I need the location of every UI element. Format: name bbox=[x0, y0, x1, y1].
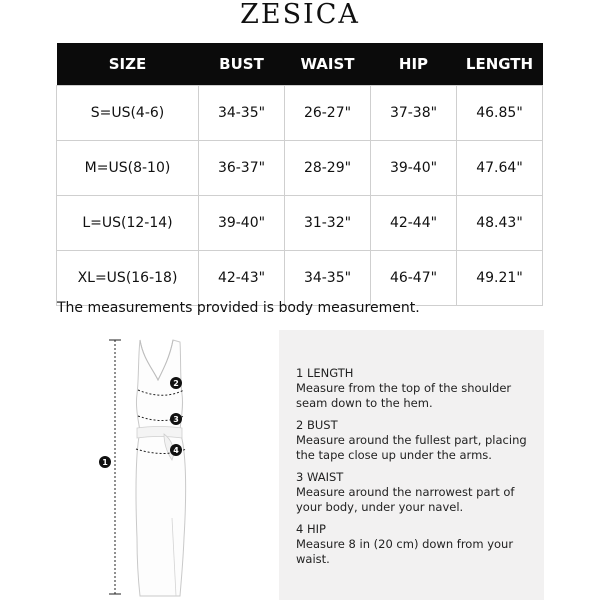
cell-hip: 37-38" bbox=[371, 86, 457, 141]
cell-waist: 26-27" bbox=[285, 86, 371, 141]
table-row bbox=[57, 86, 543, 141]
table-row bbox=[57, 141, 543, 196]
instructions-panel bbox=[279, 330, 544, 600]
svg-text:2: 2 bbox=[173, 379, 179, 388]
cell-length: 49.21" bbox=[457, 251, 543, 306]
cell-bust: 36-37" bbox=[199, 141, 285, 196]
marker-1 bbox=[99, 456, 111, 468]
measurement-note: The measurements provided is body measurement. bbox=[57, 300, 420, 316]
instruction-title: 2 BUST bbox=[296, 418, 338, 432]
header-hip: HIP bbox=[371, 43, 457, 86]
marker-2 bbox=[170, 377, 182, 389]
table-row bbox=[57, 196, 543, 251]
instruction-waist bbox=[296, 470, 541, 515]
brand-logo: ZESICA bbox=[240, 0, 360, 30]
cell-bust: 42-43" bbox=[199, 251, 285, 306]
size-chart-table bbox=[56, 43, 543, 306]
cell-hip: 39-40" bbox=[371, 141, 457, 196]
instruction-hip bbox=[296, 522, 541, 567]
instruction-body: Measure around the fullest part, placing the tape close up under the arms. bbox=[296, 433, 527, 462]
svg-text:1: 1 bbox=[102, 458, 108, 467]
instruction-body: Measure 8 in (20 cm) down from your waist. bbox=[296, 537, 514, 566]
table-header-row bbox=[57, 43, 543, 86]
cell-length: 48.43" bbox=[457, 196, 543, 251]
cell-waist: 28-29" bbox=[285, 141, 371, 196]
instruction-title: 3 WAIST bbox=[296, 470, 344, 484]
instruction-body: Measure around the narrowest part of your body, under your navel. bbox=[296, 485, 515, 514]
instruction-bust bbox=[296, 418, 541, 463]
svg-text:3: 3 bbox=[173, 415, 179, 424]
cell-hip: 46-47" bbox=[371, 251, 457, 306]
cell-size: S=US(4-6) bbox=[57, 86, 199, 141]
marker-4 bbox=[170, 444, 182, 456]
table-row bbox=[57, 251, 543, 306]
cell-bust: 34-35" bbox=[199, 86, 285, 141]
instruction-length bbox=[296, 366, 541, 411]
header-bust: BUST bbox=[199, 43, 285, 86]
cell-length: 47.64" bbox=[457, 141, 543, 196]
cell-length: 46.85" bbox=[457, 86, 543, 141]
cell-size: XL=US(16-18) bbox=[57, 251, 199, 306]
cell-waist: 34-35" bbox=[285, 251, 371, 306]
cell-waist: 31-32" bbox=[285, 196, 371, 251]
cell-size: L=US(12-14) bbox=[57, 196, 199, 251]
svg-text:4: 4 bbox=[173, 446, 179, 455]
instruction-title: 4 HIP bbox=[296, 522, 326, 536]
header-length: LENGTH bbox=[457, 43, 543, 86]
header-waist: WAIST bbox=[285, 43, 371, 86]
instruction-title: 1 LENGTH bbox=[296, 366, 354, 380]
cell-bust: 39-40" bbox=[199, 196, 285, 251]
dress-measurement-figure bbox=[80, 328, 240, 600]
header-size: SIZE bbox=[57, 43, 199, 86]
instructions-list bbox=[296, 366, 541, 574]
marker-3 bbox=[170, 413, 182, 425]
instruction-body: Measure from the top of the shoulder seam down to the hem. bbox=[296, 381, 512, 410]
cell-size: M=US(8-10) bbox=[57, 141, 199, 196]
cell-hip: 42-44" bbox=[371, 196, 457, 251]
